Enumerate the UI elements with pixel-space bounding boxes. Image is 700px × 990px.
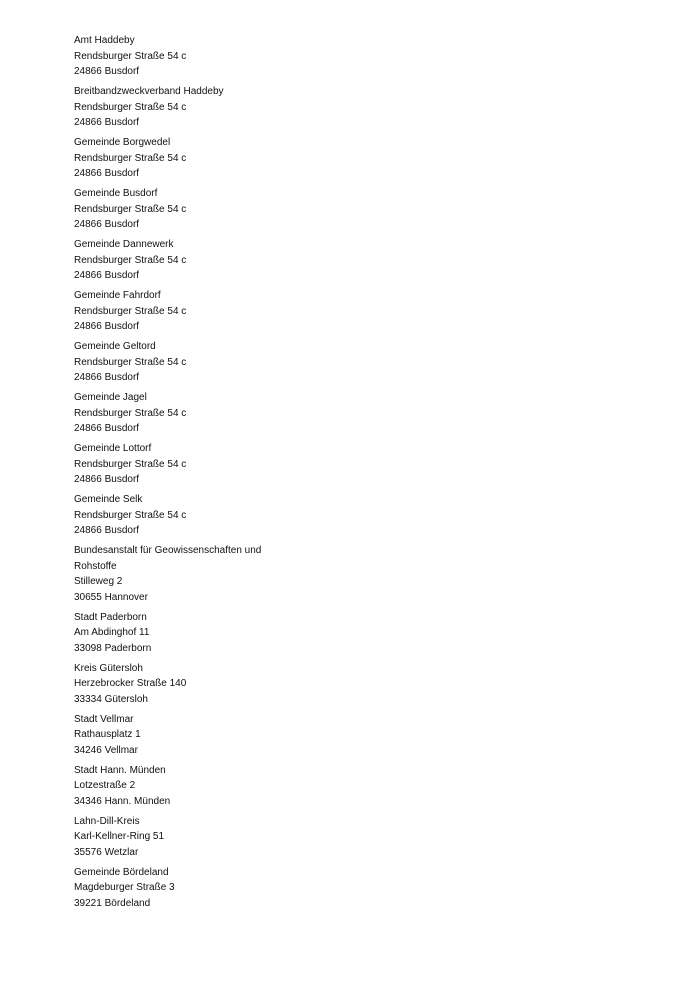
address-line: Am Abdinghof 11 <box>74 627 150 638</box>
postal-city: 34346 Hann. Münden <box>74 795 171 807</box>
address-entry <box>74 661 634 708</box>
recipient-name: Gemeinde Fahrdorf <box>74 290 161 301</box>
postal-city: 35576 Wetzlar <box>74 846 139 858</box>
address-entry <box>74 814 634 861</box>
address-line: Lotzestraße 2 <box>74 780 136 791</box>
postal-city: 24866 Busdorf <box>74 474 140 485</box>
recipient-name: Gemeinde Dannewerk <box>74 239 174 250</box>
postal-city: 24866 Busdorf <box>74 270 140 281</box>
address-entry <box>74 543 634 605</box>
recipient-name: Stadt Vellmar <box>74 713 134 725</box>
recipient-name: Gemeinde Lottorf <box>74 443 152 454</box>
address-entry <box>74 339 634 386</box>
postal-city: 33098 Paderborn <box>74 642 152 654</box>
address-line: Rendsburger Straße 54 c <box>74 305 187 317</box>
address-line: Rendsburger Straße 54 c <box>74 407 187 419</box>
recipient-name: Stadt Paderborn <box>74 611 147 623</box>
address-entry <box>74 441 634 488</box>
address-list <box>74 33 634 916</box>
recipient-name: Gemeinde Jagel <box>74 392 147 403</box>
recipient-name: Bundesanstalt für Geowissenschaften und <box>74 545 262 556</box>
postal-city: 24866 Busdorf <box>74 219 140 230</box>
recipient-name: Stadt Hann. Münden <box>74 764 166 776</box>
address-line: Karl-Kellner-Ring 51 <box>74 831 165 842</box>
recipient-name: Amt Haddeby <box>74 35 135 46</box>
address-entry <box>74 712 634 759</box>
address-line: Magdeburger Straße 3 <box>74 882 175 893</box>
address-line: Herzebrocker Straße 140 <box>74 678 187 689</box>
address-line: Rendsburger Straße 54 c <box>74 509 187 521</box>
address-entry <box>74 33 634 80</box>
address-line: Rendsburger Straße 54 c <box>74 203 187 215</box>
address-entry <box>74 610 634 657</box>
address-entry <box>74 135 634 182</box>
address-entry <box>74 492 634 539</box>
address-line: Rendsburger Straße 54 c <box>74 356 187 368</box>
address-entry <box>74 763 634 810</box>
postal-city: 24866 Busdorf <box>74 372 140 383</box>
address-entry <box>74 186 634 233</box>
postal-city: 24866 Busdorf <box>74 168 140 179</box>
postal-city: 24866 Busdorf <box>74 66 140 77</box>
postal-city: 39221 Bördeland <box>74 897 151 909</box>
address-line: Rendsburger Straße 54 c <box>74 50 187 62</box>
recipient-name: Gemeinde Geltord <box>74 341 156 352</box>
postal-city: 24866 Busdorf <box>74 525 140 536</box>
recipient-name: Gemeinde Busdorf <box>74 188 158 199</box>
address-line: Stilleweg 2 <box>74 576 123 587</box>
recipient-name: Gemeinde Bördeland <box>74 866 169 878</box>
address-entry <box>74 237 634 284</box>
postal-city: 24866 Busdorf <box>74 321 140 332</box>
address-line: Rendsburger Straße 54 c <box>74 152 187 164</box>
address-line: Rendsburger Straße 54 c <box>74 458 187 470</box>
recipient-name: Gemeinde Selk <box>74 494 143 505</box>
address-entry <box>74 288 634 335</box>
postal-city: 24866 Busdorf <box>74 423 140 434</box>
address-entry <box>74 390 634 437</box>
address-entry <box>74 865 634 912</box>
address-line: Rohstoffe <box>74 560 117 572</box>
postal-city: 30655 Hannover <box>74 591 148 603</box>
recipient-name: Breitbandzweckverband Haddeby <box>74 86 224 97</box>
postal-city: 24866 Busdorf <box>74 117 140 128</box>
address-entry <box>74 84 634 131</box>
recipient-name: Lahn-Dill-Kreis <box>74 815 140 827</box>
address-line: Rendsburger Straße 54 c <box>74 101 187 113</box>
recipient-name: Gemeinde Borgwedel <box>74 137 171 148</box>
address-line: Rendsburger Straße 54 c <box>74 254 187 266</box>
recipient-name: Kreis Gütersloh <box>74 662 143 674</box>
postal-city: 34246 Vellmar <box>74 744 138 756</box>
address-line: Rathausplatz 1 <box>74 729 141 740</box>
postal-city: 33334 Gütersloh <box>74 693 148 705</box>
